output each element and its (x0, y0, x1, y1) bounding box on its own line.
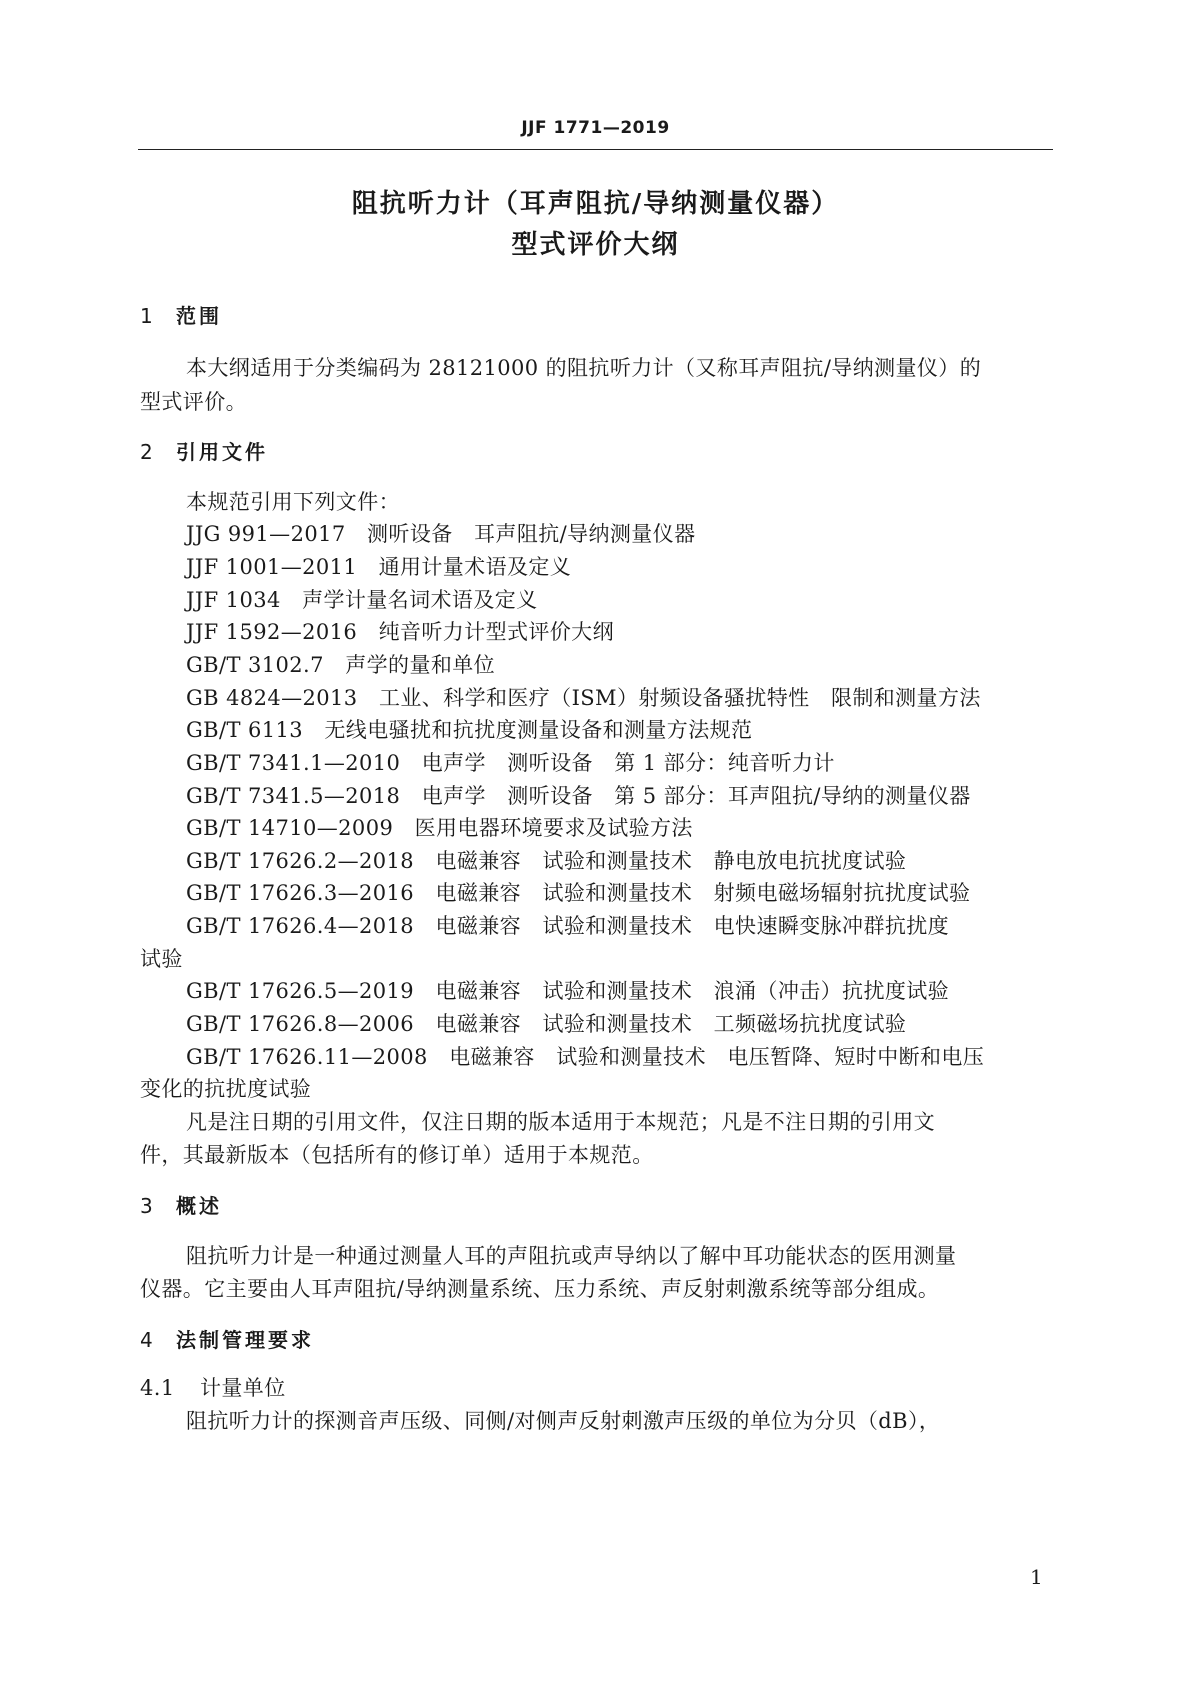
reference-item: GB/T 14710—2009 医用电器环境要求及试验方法 (186, 816, 693, 840)
reference-item: JJF 1034 声学计量名词术语及定义 (186, 588, 538, 612)
reference-item: GB/T 17626.11—2008 电磁兼容 试验和测量技术 电压暂降、短时中断和电压 (186, 1045, 985, 1069)
section-title: 引用文件 (176, 440, 268, 464)
paragraph-line: 本大纲适用于分类编码为 28121000 的阻抗听力计（又称耳声阻抗/导纳测量仪）的 (186, 356, 982, 380)
paragraph-line: 件，其最新版本（包括所有的修订单）适用于本规范。 (140, 1143, 654, 1167)
section-number: 4 (140, 1328, 156, 1352)
reference-item: JJF 1592—2016 纯音听力计型式评价大纲 (186, 620, 614, 644)
subsection-number: 4.1 (140, 1376, 175, 1400)
page-header-code: JJF 1771—2019 (521, 118, 670, 138)
paragraph-line: 阻抗听力计的探测音声压级、同侧/对侧声反射刺激声压级的单位为分贝（dB）， (186, 1409, 941, 1433)
reference-item: GB/T 3102.7 声学的量和单位 (186, 653, 496, 677)
subsection-title: 计量单位 (200, 1376, 286, 1400)
paragraph-line: 型式评价。 (140, 390, 247, 414)
paragraph-line: 凡是注日期的引用文件，仅注日期的版本适用于本规范；凡是不注日期的引用文 (186, 1110, 935, 1134)
section-title: 法制管理要求 (176, 1328, 314, 1352)
document-title-line2: 型式评价大纲 (511, 230, 680, 260)
reference-item: GB/T 7341.5—2018 电声学 测听设备 第 5 部分：耳声阻抗/导纳的测量仪器 (186, 784, 971, 808)
section-1-heading (140, 300, 222, 329)
reference-item-continuation: 试验 (140, 947, 183, 971)
reference-item: GB/T 17626.2—2018 电磁兼容 试验和测量技术 静电放电抗扰度试验 (186, 849, 907, 873)
reference-item: GB/T 17626.5—2019 电磁兼容 试验和测量技术 浪涌（冲击）抗扰度试验 (186, 979, 950, 1003)
section-title: 概述 (176, 1194, 222, 1218)
section-3-heading (140, 1190, 222, 1219)
reference-item: GB/T 17626.4—2018 电磁兼容 试验和测量技术 电快速瞬变脉冲群抗扰度 (186, 914, 950, 938)
reference-item: GB 4824—2013 工业、科学和医疗（ISM）射频设备骚扰特性 限制和测量方法 (186, 686, 981, 710)
section-number: 3 (140, 1194, 156, 1218)
reference-item: GB/T 6113 无线电骚扰和抗扰度测量设备和测量方法规范 (186, 718, 753, 742)
section-2-heading (140, 436, 268, 465)
reference-item: GB/T 17626.8—2006 电磁兼容 试验和测量技术 工频磁场抗扰度试验 (186, 1012, 907, 1036)
section-4-heading (140, 1324, 314, 1353)
reference-item: GB/T 7341.1—2010 电声学 测听设备 第 1 部分：纯音听力计 (186, 751, 835, 775)
paragraph-line: 阻抗听力计是一种通过测量人耳的声阻抗或声导纳以了解中耳功能状态的医用测量 (186, 1244, 957, 1268)
section-title: 范围 (176, 304, 222, 328)
section-number: 2 (140, 440, 156, 464)
reference-item: JJF 1001—2011 通用计量术语及定义 (186, 555, 572, 579)
reference-item: GB/T 17626.3—2016 电磁兼容 试验和测量技术 射频电磁场辐射抗扰度试验 (186, 881, 971, 905)
reference-item: JJG 991—2017 测听设备 耳声阻抗/导纳测量仪器 (186, 522, 696, 546)
header-divider (138, 149, 1053, 150)
paragraph-line: 本规范引用下列文件： (186, 490, 400, 514)
document-title-line1: 阻抗听力计（耳声阻抗/导纳测量仪器） (351, 189, 840, 219)
section-number: 1 (140, 304, 156, 328)
paragraph-line: 仪器。它主要由人耳声阻抗/导纳测量系统、压力系统、声反射刺激系统等部分组成。 (140, 1277, 940, 1301)
reference-item-continuation: 变化的抗扰度试验 (140, 1077, 312, 1101)
subsection-4-1-heading (140, 1372, 286, 1402)
page-number: 1 (1030, 1565, 1043, 1589)
